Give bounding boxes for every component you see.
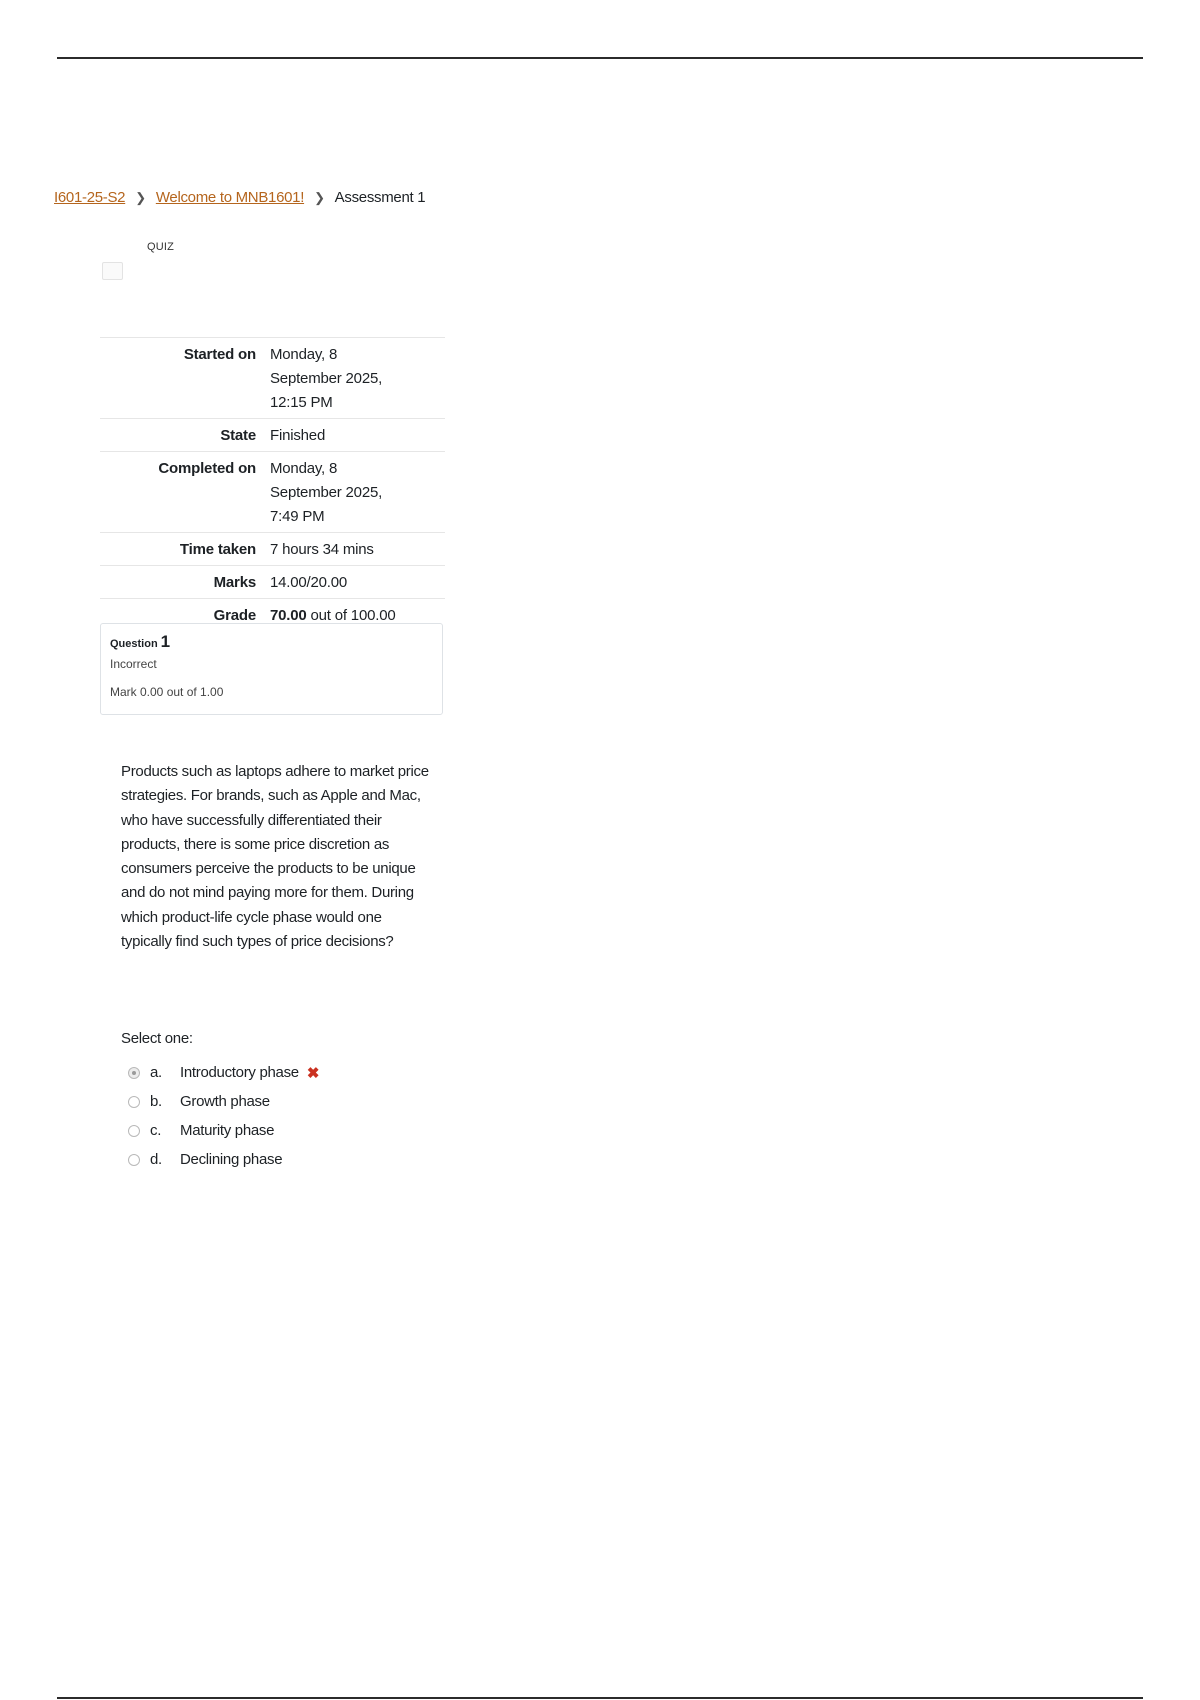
question-number (110, 632, 433, 652)
summary-value: Monday, 8 September 2025, 7:49 PM (270, 460, 383, 525)
grade-max: out of 100.00 (306, 607, 396, 624)
quiz-summary-table (100, 337, 445, 631)
question-prefix: Question (110, 638, 158, 650)
grade-value: 70.00 (270, 607, 307, 624)
breadcrumb-section-link[interactable]: Welcome to MNB1601! (155, 189, 305, 206)
answer-list (128, 1058, 319, 1174)
breadcrumb-course-link[interactable]: I601-25-S2 (54, 189, 126, 206)
quiz-icon (102, 262, 123, 280)
answer-letter: d. (150, 1151, 162, 1168)
answer-option-a[interactable] (128, 1058, 319, 1087)
answer-label: Declining phase (180, 1151, 283, 1168)
summary-row-state (100, 419, 445, 452)
question-number-value: 1 (160, 632, 171, 651)
question-state: Incorrect (110, 657, 157, 671)
top-rule (57, 57, 1143, 59)
summary-row-marks (100, 566, 445, 599)
summary-value: 7 hours 34 mins (270, 541, 374, 558)
incorrect-icon: ✖ (306, 1064, 320, 1082)
question-info-box (100, 623, 443, 715)
activity-type-label: QUIZ (147, 241, 175, 253)
answer-option-d[interactable] (128, 1145, 319, 1174)
summary-row-completed (100, 452, 445, 533)
answer-letter: a. (150, 1064, 162, 1081)
radio-button[interactable] (128, 1096, 140, 1108)
summary-label: Marks (213, 574, 256, 591)
summary-value: Finished (270, 427, 326, 444)
summary-row-time-taken (100, 533, 445, 566)
answer-label: Growth phase (180, 1093, 270, 1110)
answer-letter: b. (150, 1093, 162, 1110)
breadcrumb (54, 189, 425, 206)
summary-label: Completed on (158, 460, 256, 477)
question-text: Products such as laptops adhere to market price strategies. For brands, such as Apple and Mac, who have successfully differentiated their products, there is some price discretion as consumers perceive the products to be unique and do not mind paying more for them. During which product-life cycle phase would one typically find such types of price decisions? (121, 763, 429, 951)
summary-value: Monday, 8 September 2025, 12:15 PM (270, 346, 383, 411)
summary-label: State (220, 427, 256, 444)
answer-option-b[interactable] (128, 1087, 319, 1116)
answer-option-c[interactable] (128, 1116, 319, 1145)
radio-button[interactable] (128, 1125, 140, 1137)
answer-letter: c. (150, 1122, 162, 1139)
chevron-right-icon: ❯ (135, 189, 146, 205)
summary-label: Started on (183, 346, 256, 363)
bottom-rule (57, 1697, 1143, 1699)
answer-label: Maturity phase (180, 1122, 275, 1139)
select-prompt: Select one: (121, 1030, 193, 1047)
radio-button[interactable] (128, 1067, 140, 1079)
summary-label: Grade (213, 607, 256, 624)
chevron-right-icon: ❯ (314, 189, 325, 205)
question-mark: Mark 0.00 out of 1.00 (110, 685, 224, 699)
radio-button[interactable] (128, 1154, 140, 1166)
breadcrumb-current: Assessment 1 (334, 189, 426, 206)
summary-value: 14.00/20.00 (270, 574, 348, 591)
summary-label: Time taken (179, 541, 256, 558)
answer-label: Introductory phase (180, 1064, 299, 1081)
summary-row-started (100, 338, 445, 419)
